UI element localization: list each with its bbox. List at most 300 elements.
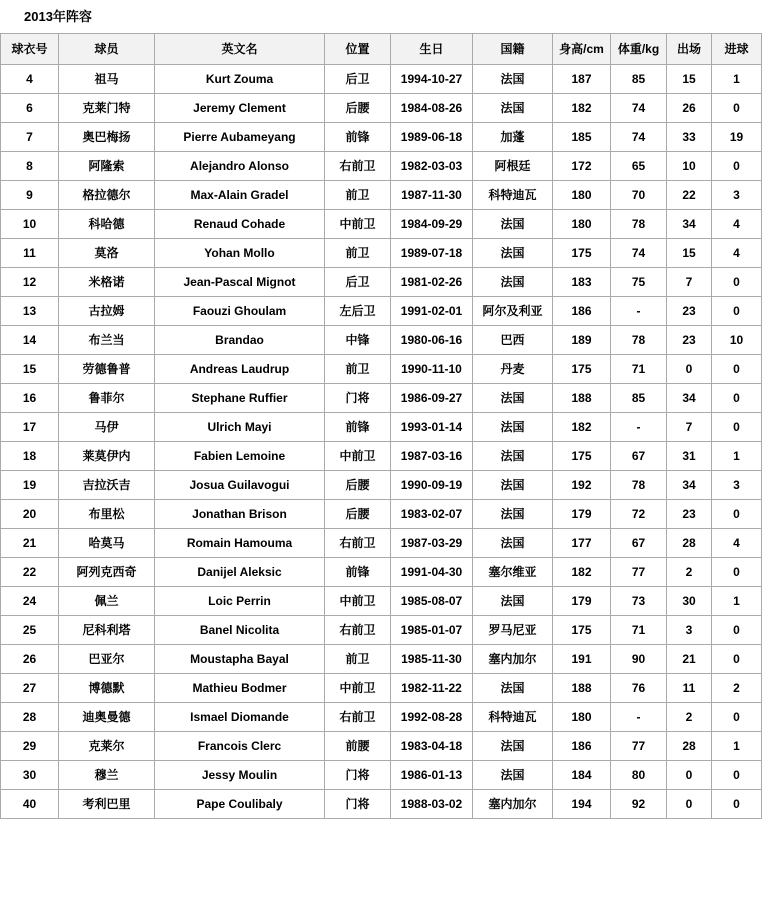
table-row <box>1 586 762 615</box>
cell-nationality: 法国 <box>473 412 553 441</box>
cell-appearances: 26 <box>667 93 712 122</box>
cell-shirt-number: 9 <box>1 180 59 209</box>
cell-height: 188 <box>553 383 611 412</box>
cell-weight: 85 <box>611 383 667 412</box>
cell-height: 191 <box>553 644 611 673</box>
cell-weight: 77 <box>611 731 667 760</box>
cell-shirt-number: 12 <box>1 267 59 296</box>
cell-weight: 73 <box>611 586 667 615</box>
cell-english-name: Faouzi Ghoulam <box>155 296 325 325</box>
cell-english-name: Jonathan Brison <box>155 499 325 528</box>
cell-player: 克莱门特 <box>59 93 155 122</box>
cell-weight: - <box>611 702 667 731</box>
cell-goals: 0 <box>712 702 762 731</box>
cell-weight: 75 <box>611 267 667 296</box>
cell-nationality: 巴西 <box>473 325 553 354</box>
cell-english-name: Andreas Laudrup <box>155 354 325 383</box>
cell-appearances: 21 <box>667 644 712 673</box>
cell-birthday: 1989-07-18 <box>391 238 473 267</box>
cell-nationality: 法国 <box>473 267 553 296</box>
cell-player: 吉拉沃吉 <box>59 470 155 499</box>
cell-goals: 0 <box>712 760 762 789</box>
cell-position: 后卫 <box>325 64 391 93</box>
cell-player: 博德默 <box>59 673 155 702</box>
cell-player: 布里松 <box>59 499 155 528</box>
cell-english-name: Josua Guilavogui <box>155 470 325 499</box>
cell-goals: 1 <box>712 586 762 615</box>
table-row <box>1 731 762 760</box>
cell-height: 180 <box>553 209 611 238</box>
cell-shirt-number: 17 <box>1 412 59 441</box>
cell-player: 穆兰 <box>59 760 155 789</box>
cell-birthday: 1982-03-03 <box>391 151 473 180</box>
cell-height: 192 <box>553 470 611 499</box>
cell-birthday: 1990-11-10 <box>391 354 473 383</box>
cell-goals: 4 <box>712 209 762 238</box>
cell-nationality: 科特迪瓦 <box>473 180 553 209</box>
table-row <box>1 209 762 238</box>
table-row <box>1 760 762 789</box>
cell-birthday: 1994-10-27 <box>391 64 473 93</box>
table-row <box>1 470 762 499</box>
cell-birthday: 1993-01-14 <box>391 412 473 441</box>
cell-nationality: 法国 <box>473 528 553 557</box>
cell-english-name: Renaud Cohade <box>155 209 325 238</box>
cell-player: 马伊 <box>59 412 155 441</box>
table-header <box>1 33 762 64</box>
cell-goals: 0 <box>712 644 762 673</box>
cell-appearances: 11 <box>667 673 712 702</box>
cell-weight: 71 <box>611 615 667 644</box>
cell-weight: 74 <box>611 93 667 122</box>
cell-goals: 3 <box>712 470 762 499</box>
cell-birthday: 1991-04-30 <box>391 557 473 586</box>
table-row <box>1 325 762 354</box>
cell-player: 奥巴梅扬 <box>59 122 155 151</box>
cell-position: 后腰 <box>325 470 391 499</box>
cell-goals: 1 <box>712 731 762 760</box>
cell-height: 179 <box>553 586 611 615</box>
column-header-goals: 进球 <box>712 33 762 64</box>
cell-appearances: 23 <box>667 325 712 354</box>
cell-english-name: Fabien Lemoine <box>155 441 325 470</box>
table-row <box>1 702 762 731</box>
cell-weight: - <box>611 412 667 441</box>
cell-appearances: 23 <box>667 296 712 325</box>
table-row <box>1 789 762 818</box>
cell-birthday: 1984-09-29 <box>391 209 473 238</box>
cell-english-name: Brandao <box>155 325 325 354</box>
cell-height: 175 <box>553 441 611 470</box>
cell-player: 莱莫伊内 <box>59 441 155 470</box>
cell-goals: 0 <box>712 615 762 644</box>
cell-birthday: 1984-08-26 <box>391 93 473 122</box>
cell-weight: 77 <box>611 557 667 586</box>
cell-birthday: 1989-06-18 <box>391 122 473 151</box>
cell-height: 182 <box>553 557 611 586</box>
column-header-player: 球员 <box>59 33 155 64</box>
cell-shirt-number: 7 <box>1 122 59 151</box>
cell-height: 175 <box>553 615 611 644</box>
cell-height: 183 <box>553 267 611 296</box>
cell-shirt-number: 30 <box>1 760 59 789</box>
cell-nationality: 法国 <box>473 731 553 760</box>
cell-nationality: 法国 <box>473 586 553 615</box>
cell-shirt-number: 22 <box>1 557 59 586</box>
cell-position: 门将 <box>325 789 391 818</box>
cell-appearances: 10 <box>667 151 712 180</box>
cell-appearances: 22 <box>667 180 712 209</box>
cell-birthday: 1987-03-29 <box>391 528 473 557</box>
cell-weight: 65 <box>611 151 667 180</box>
column-header-english-name: 英文名 <box>155 33 325 64</box>
cell-appearances: 15 <box>667 238 712 267</box>
cell-height: 182 <box>553 93 611 122</box>
cell-birthday: 1986-09-27 <box>391 383 473 412</box>
cell-position: 后卫 <box>325 267 391 296</box>
cell-appearances: 34 <box>667 383 712 412</box>
cell-nationality: 科特迪瓦 <box>473 702 553 731</box>
cell-goals: 0 <box>712 557 762 586</box>
cell-height: 185 <box>553 122 611 151</box>
cell-shirt-number: 27 <box>1 673 59 702</box>
cell-weight: 67 <box>611 528 667 557</box>
cell-weight: - <box>611 296 667 325</box>
cell-shirt-number: 14 <box>1 325 59 354</box>
cell-goals: 0 <box>712 789 762 818</box>
cell-nationality: 塞尔维亚 <box>473 557 553 586</box>
cell-shirt-number: 11 <box>1 238 59 267</box>
cell-english-name: Danijel Aleksic <box>155 557 325 586</box>
cell-appearances: 23 <box>667 499 712 528</box>
cell-nationality: 法国 <box>473 673 553 702</box>
cell-shirt-number: 6 <box>1 93 59 122</box>
column-header-nationality: 国籍 <box>473 33 553 64</box>
table-row <box>1 296 762 325</box>
cell-appearances: 34 <box>667 209 712 238</box>
cell-weight: 85 <box>611 64 667 93</box>
cell-english-name: Yohan Mollo <box>155 238 325 267</box>
table-row <box>1 122 762 151</box>
cell-appearances: 0 <box>667 760 712 789</box>
cell-appearances: 15 <box>667 64 712 93</box>
cell-shirt-number: 29 <box>1 731 59 760</box>
cell-birthday: 1985-11-30 <box>391 644 473 673</box>
cell-nationality: 法国 <box>473 470 553 499</box>
cell-player: 布兰当 <box>59 325 155 354</box>
cell-english-name: Francois Clerc <box>155 731 325 760</box>
table-row <box>1 499 762 528</box>
cell-nationality: 丹麦 <box>473 354 553 383</box>
cell-height: 180 <box>553 702 611 731</box>
cell-height: 175 <box>553 238 611 267</box>
cell-nationality: 阿根廷 <box>473 151 553 180</box>
cell-position: 中前卫 <box>325 441 391 470</box>
cell-weight: 67 <box>611 441 667 470</box>
cell-position: 右前卫 <box>325 615 391 644</box>
cell-goals: 0 <box>712 499 762 528</box>
cell-height: 187 <box>553 64 611 93</box>
cell-position: 右前卫 <box>325 702 391 731</box>
cell-height: 172 <box>553 151 611 180</box>
cell-goals: 1 <box>712 441 762 470</box>
cell-birthday: 1983-04-18 <box>391 731 473 760</box>
cell-player: 迪奥曼德 <box>59 702 155 731</box>
cell-height: 194 <box>553 789 611 818</box>
cell-goals: 10 <box>712 325 762 354</box>
cell-appearances: 7 <box>667 412 712 441</box>
cell-weight: 76 <box>611 673 667 702</box>
cell-player: 佩兰 <box>59 586 155 615</box>
cell-birthday: 1985-01-07 <box>391 615 473 644</box>
cell-position: 右前卫 <box>325 528 391 557</box>
cell-goals: 4 <box>712 528 762 557</box>
cell-weight: 74 <box>611 238 667 267</box>
column-header-weight: 体重/kg <box>611 33 667 64</box>
cell-position: 前锋 <box>325 412 391 441</box>
cell-shirt-number: 13 <box>1 296 59 325</box>
table-header-row <box>1 33 762 64</box>
cell-position: 前卫 <box>325 354 391 383</box>
cell-shirt-number: 10 <box>1 209 59 238</box>
cell-english-name: Pierre Aubameyang <box>155 122 325 151</box>
cell-position: 中前卫 <box>325 586 391 615</box>
cell-weight: 70 <box>611 180 667 209</box>
cell-position: 前卫 <box>325 180 391 209</box>
cell-player: 尼科利塔 <box>59 615 155 644</box>
cell-shirt-number: 25 <box>1 615 59 644</box>
cell-weight: 71 <box>611 354 667 383</box>
table-body <box>1 64 762 818</box>
cell-shirt-number: 20 <box>1 499 59 528</box>
column-header-birthday: 生日 <box>391 33 473 64</box>
cell-player: 巴亚尔 <box>59 644 155 673</box>
cell-player: 古拉姆 <box>59 296 155 325</box>
cell-birthday: 1990-09-19 <box>391 470 473 499</box>
cell-height: 179 <box>553 499 611 528</box>
table-row <box>1 383 762 412</box>
cell-appearances: 2 <box>667 557 712 586</box>
cell-nationality: 法国 <box>473 760 553 789</box>
cell-birthday: 1986-01-13 <box>391 760 473 789</box>
cell-position: 门将 <box>325 383 391 412</box>
cell-nationality: 阿尔及利亚 <box>473 296 553 325</box>
squad-table <box>0 33 762 819</box>
cell-english-name: Ismael Diomande <box>155 702 325 731</box>
cell-weight: 90 <box>611 644 667 673</box>
cell-nationality: 法国 <box>473 499 553 528</box>
cell-shirt-number: 16 <box>1 383 59 412</box>
cell-appearances: 31 <box>667 441 712 470</box>
cell-goals: 2 <box>712 673 762 702</box>
cell-height: 175 <box>553 354 611 383</box>
cell-birthday: 1985-08-07 <box>391 586 473 615</box>
cell-birthday: 1981-02-26 <box>391 267 473 296</box>
cell-appearances: 2 <box>667 702 712 731</box>
cell-appearances: 28 <box>667 731 712 760</box>
cell-position: 右前卫 <box>325 151 391 180</box>
cell-shirt-number: 28 <box>1 702 59 731</box>
cell-birthday: 1987-03-16 <box>391 441 473 470</box>
table-row <box>1 441 762 470</box>
table-row <box>1 64 762 93</box>
cell-player: 劳德鲁普 <box>59 354 155 383</box>
cell-player: 克莱尔 <box>59 731 155 760</box>
cell-goals: 0 <box>712 412 762 441</box>
cell-player: 鲁菲尔 <box>59 383 155 412</box>
cell-appearances: 28 <box>667 528 712 557</box>
cell-english-name: Mathieu Bodmer <box>155 673 325 702</box>
cell-position: 前锋 <box>325 557 391 586</box>
cell-english-name: Banel Nicolita <box>155 615 325 644</box>
cell-goals: 0 <box>712 296 762 325</box>
cell-shirt-number: 19 <box>1 470 59 499</box>
cell-weight: 92 <box>611 789 667 818</box>
table-row <box>1 93 762 122</box>
cell-height: 180 <box>553 180 611 209</box>
cell-nationality: 法国 <box>473 93 553 122</box>
cell-english-name: Loic Perrin <box>155 586 325 615</box>
table-row <box>1 673 762 702</box>
cell-english-name: Jeremy Clement <box>155 93 325 122</box>
cell-nationality: 罗马尼亚 <box>473 615 553 644</box>
cell-nationality: 塞内加尔 <box>473 789 553 818</box>
cell-goals: 3 <box>712 180 762 209</box>
cell-birthday: 1983-02-07 <box>391 499 473 528</box>
cell-shirt-number: 8 <box>1 151 59 180</box>
cell-weight: 72 <box>611 499 667 528</box>
cell-nationality: 法国 <box>473 441 553 470</box>
cell-english-name: Alejandro Alonso <box>155 151 325 180</box>
cell-weight: 80 <box>611 760 667 789</box>
cell-goals: 0 <box>712 354 762 383</box>
cell-english-name: Jean-Pascal Mignot <box>155 267 325 296</box>
cell-english-name: Moustapha Bayal <box>155 644 325 673</box>
cell-birthday: 1988-03-02 <box>391 789 473 818</box>
cell-nationality: 塞内加尔 <box>473 644 553 673</box>
column-header-position: 位置 <box>325 33 391 64</box>
cell-goals: 1 <box>712 64 762 93</box>
cell-position: 前卫 <box>325 644 391 673</box>
cell-player: 阿隆索 <box>59 151 155 180</box>
cell-goals: 4 <box>712 238 762 267</box>
cell-position: 中前卫 <box>325 673 391 702</box>
cell-english-name: Ulrich Mayi <box>155 412 325 441</box>
cell-english-name: Max-Alain Gradel <box>155 180 325 209</box>
cell-position: 前卫 <box>325 238 391 267</box>
cell-appearances: 0 <box>667 354 712 383</box>
cell-player: 阿列克西奇 <box>59 557 155 586</box>
cell-birthday: 1980-06-16 <box>391 325 473 354</box>
table-row <box>1 528 762 557</box>
cell-shirt-number: 24 <box>1 586 59 615</box>
cell-birthday: 1987-11-30 <box>391 180 473 209</box>
cell-height: 182 <box>553 412 611 441</box>
cell-nationality: 法国 <box>473 383 553 412</box>
cell-player: 科哈德 <box>59 209 155 238</box>
cell-shirt-number: 40 <box>1 789 59 818</box>
cell-weight: 74 <box>611 122 667 151</box>
cell-position: 前锋 <box>325 122 391 151</box>
cell-nationality: 加蓬 <box>473 122 553 151</box>
cell-nationality: 法国 <box>473 238 553 267</box>
cell-appearances: 33 <box>667 122 712 151</box>
cell-position: 后腰 <box>325 499 391 528</box>
cell-position: 左后卫 <box>325 296 391 325</box>
table-row <box>1 354 762 383</box>
cell-appearances: 3 <box>667 615 712 644</box>
cell-weight: 78 <box>611 209 667 238</box>
cell-english-name: Kurt Zouma <box>155 64 325 93</box>
cell-birthday: 1992-08-28 <box>391 702 473 731</box>
cell-goals: 0 <box>712 383 762 412</box>
cell-goals: 0 <box>712 151 762 180</box>
cell-player: 格拉德尔 <box>59 180 155 209</box>
cell-weight: 78 <box>611 325 667 354</box>
cell-english-name: Stephane Ruffier <box>155 383 325 412</box>
cell-birthday: 1982-11-22 <box>391 673 473 702</box>
column-header-height: 身高/cm <box>553 33 611 64</box>
cell-shirt-number: 18 <box>1 441 59 470</box>
table-row <box>1 412 762 441</box>
column-header-shirt-number: 球衣号 <box>1 33 59 64</box>
cell-player: 米格诺 <box>59 267 155 296</box>
cell-goals: 0 <box>712 93 762 122</box>
cell-height: 189 <box>553 325 611 354</box>
cell-shirt-number: 15 <box>1 354 59 383</box>
table-row <box>1 557 762 586</box>
cell-shirt-number: 4 <box>1 64 59 93</box>
cell-height: 186 <box>553 296 611 325</box>
cell-height: 186 <box>553 731 611 760</box>
page-title: 2013年阵容 <box>24 9 92 24</box>
cell-english-name: Pape Coulibaly <box>155 789 325 818</box>
column-header-appearances: 出场 <box>667 33 712 64</box>
cell-appearances: 30 <box>667 586 712 615</box>
cell-height: 188 <box>553 673 611 702</box>
cell-position: 后腰 <box>325 93 391 122</box>
table-row <box>1 151 762 180</box>
cell-nationality: 法国 <box>473 64 553 93</box>
cell-weight: 78 <box>611 470 667 499</box>
cell-english-name: Jessy Moulin <box>155 760 325 789</box>
cell-player: 莫洛 <box>59 238 155 267</box>
cell-shirt-number: 21 <box>1 528 59 557</box>
table-row <box>1 180 762 209</box>
cell-appearances: 0 <box>667 789 712 818</box>
cell-english-name: Romain Hamouma <box>155 528 325 557</box>
cell-height: 184 <box>553 760 611 789</box>
table-row <box>1 615 762 644</box>
cell-nationality: 法国 <box>473 209 553 238</box>
cell-player: 考利巴里 <box>59 789 155 818</box>
cell-player: 哈莫马 <box>59 528 155 557</box>
cell-height: 177 <box>553 528 611 557</box>
cell-goals: 0 <box>712 267 762 296</box>
cell-player: 祖马 <box>59 64 155 93</box>
cell-position: 门将 <box>325 760 391 789</box>
table-row <box>1 644 762 673</box>
cell-position: 前腰 <box>325 731 391 760</box>
cell-appearances: 34 <box>667 470 712 499</box>
cell-position: 中前卫 <box>325 209 391 238</box>
table-row <box>1 267 762 296</box>
table-row <box>1 238 762 267</box>
cell-birthday: 1991-02-01 <box>391 296 473 325</box>
cell-appearances: 7 <box>667 267 712 296</box>
cell-position: 中锋 <box>325 325 391 354</box>
cell-goals: 19 <box>712 122 762 151</box>
